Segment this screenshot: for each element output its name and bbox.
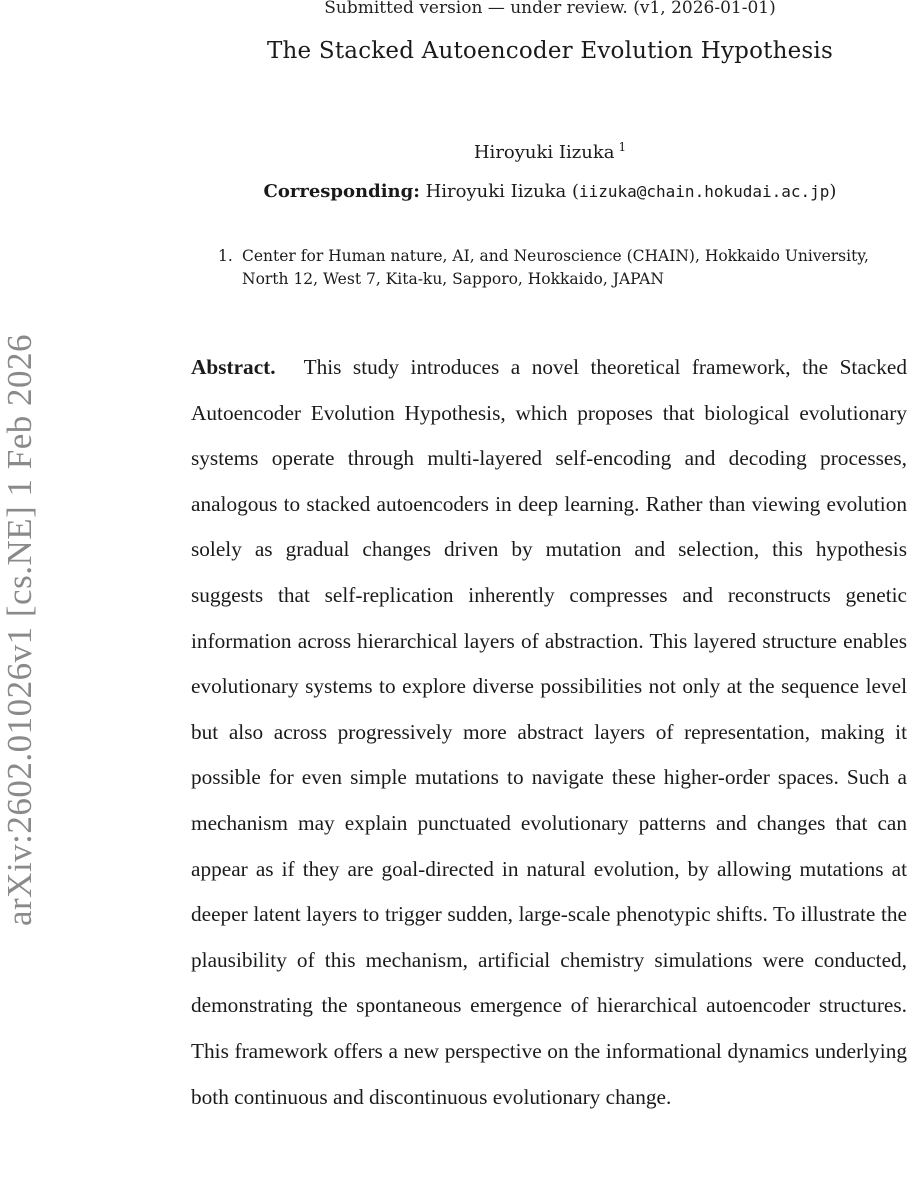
arxiv-identifier-text: arXiv:2602.01026v1 [cs.NE] 1 Feb 2026	[0, 333, 39, 927]
affiliation-number: 1.	[218, 247, 233, 265]
abstract-text: This study introduces a novel theoretical framework, the Stacked Autoencoder Evolution Hypothesis, which proposes that biological evolutionary systems operate through multi-layered self-encoding and decoding processes, analogous to stacked autoencoders in deep learning. Rather than viewing evolution solely as gradual changes driven by mutation and selection, this hypothesis suggests that self-replication inherently compresses and reconstructs genetic information across hierarchical layers of abstraction. This layered structure enables evolutionary systems to explore diverse possibilities not only at the sequence level but also across progressively more abstract layers of representation, making it possible for even simple mutations to navigate these higher-order spaces. Such a mechanism may explain punctuated evolutionary patterns and changes that can appear as if they are goal-directed in natural evolution, by allowing mutations at deeper latent layers to trigger sudden, large-scale phenotypic shifts. To illustrate the plausibility of this mechanism, artificial chemistry simulations were conducted, demonstrating the spontaneous emergence of hierarchical autoencoder structures. This framework offers a new perspective on the informational dynamics underlying both continuous and discontinuous evolutionary change.	[191, 355, 907, 1109]
corresponding-label: Corresponding:	[263, 181, 420, 202]
abstract-paragraph	[191, 345, 907, 1120]
arxiv-identifier-stamp	[0, 290, 40, 970]
corresponding-author-line: Corresponding: Hiroyuki Iizuka (iizuka@chain.hokudai.ac.jp)	[263, 181, 837, 202]
corresponding-name: Hiroyuki Iizuka	[425, 181, 567, 202]
author-affiliation-mark: 1	[618, 140, 627, 154]
author-name: Hiroyuki Iizuka	[473, 142, 615, 163]
submission-note: Submitted version — under review. (v1, 2026-01-01)	[324, 0, 776, 18]
author-line	[190, 140, 910, 163]
paper-title: The Stacked Autoencoder Evolution Hypothesis	[267, 38, 833, 64]
affiliation-text: Center for Human nature, AI, and Neuroscience (CHAIN), Hokkaido University, North 12, West 7, Kita-ku, Sapporo, Hokkaido, JAPAN	[242, 247, 869, 288]
abstract-label: Abstract.	[191, 355, 276, 379]
corresponding-email[interactable]: iizuka@chain.hokudai.ac.jp	[578, 182, 830, 201]
affiliation-item	[218, 245, 911, 291]
